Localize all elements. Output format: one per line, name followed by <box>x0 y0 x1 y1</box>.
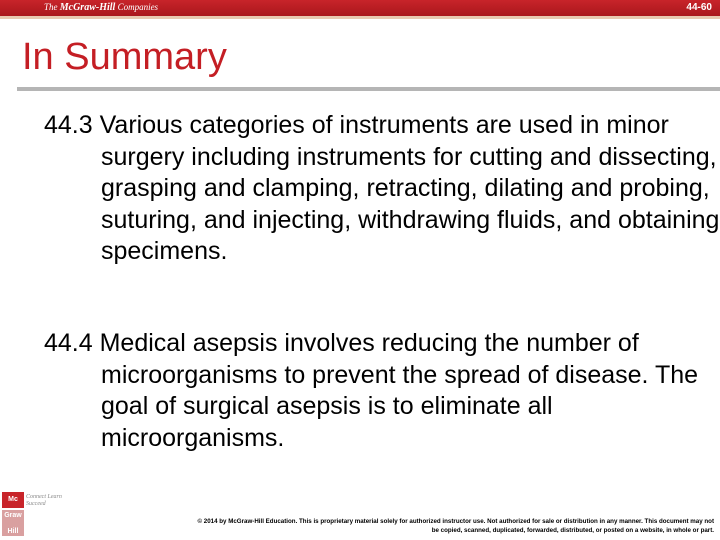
logo-mark: Mc Graw Hill <box>2 492 24 508</box>
publisher-brand <box>44 2 158 13</box>
brand-suffix: Companies <box>117 2 159 12</box>
header-underline <box>0 16 720 19</box>
header-bar <box>0 0 720 16</box>
copyright-notice: © 2014 by McGraw-Hill Education. This is proprietary material solely for authorized instructor use. Not authorized for sale or distribution in any manner. This document may not be copied, scanned, duplicated, forwarded, distributed, or posted on a website, in whole or part. <box>197 518 714 534</box>
logo-tagline: Connect Learn Succeed <box>26 494 62 507</box>
brand-prefix: The <box>44 2 58 12</box>
summary-item-44-3: 44.3 Various categories of instruments are used in minor surgery including instruments for cutting and dissecting, grasping and clamping, retracting, dilating and probing, suturing, and injecting, withdrawing fluids, and obtaining specimens. <box>44 111 720 265</box>
brand-name: McGraw-Hill <box>59 2 116 13</box>
slide-title: In Summary <box>22 36 227 78</box>
page-number: 44-60 <box>686 2 712 13</box>
title-divider <box>17 87 720 91</box>
summary-item-44-4: 44.4 Medical asepsis involves reducing the number of microorganisms to prevent the spread of disease. The goal of surgical asepsis is to eliminate all microorganisms. <box>44 329 699 452</box>
publisher-logo <box>2 492 24 538</box>
